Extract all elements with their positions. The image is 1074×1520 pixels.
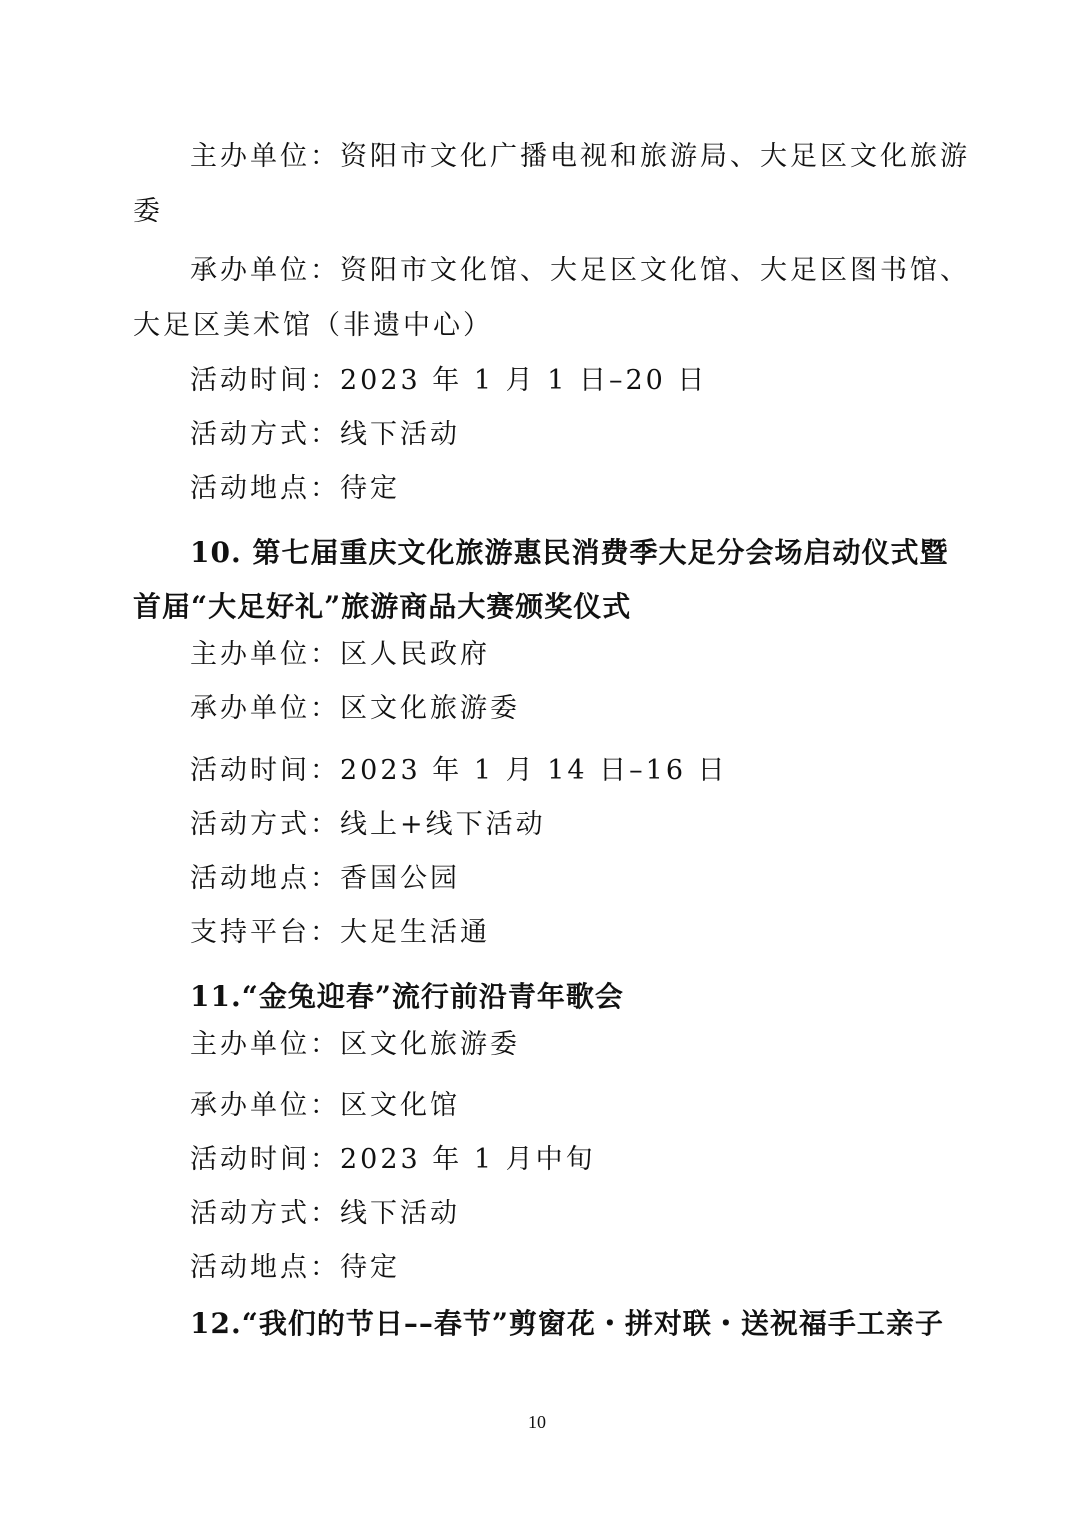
activity-mode: 活动方式：线下活动 xyxy=(190,419,460,450)
activity-mode: 活动方式：线上+线下活动 xyxy=(190,809,546,840)
organizer-text: 主办单位：资阳市文化广播电视和旅游局、大足区文化旅游 xyxy=(190,141,970,172)
section-heading-12: 12.“我们的节日––春节”剪窗花・拼对联・送祝福手工亲子 xyxy=(190,1307,944,1340)
organizer-text-continued: 委 xyxy=(133,196,163,227)
activity-location: 活动地点：待定 xyxy=(190,473,400,504)
activity-mode: 活动方式：线下活动 xyxy=(190,1198,460,1229)
section-heading-11: 11.“金兔迎春”流行前沿青年歌会 xyxy=(190,980,624,1013)
activity-time: 活动时间：2023 年 1 月中旬 xyxy=(190,1144,596,1175)
organizer-text: 主办单位：区文化旅游委 xyxy=(190,1029,520,1060)
organizer-text: 主办单位：区人民政府 xyxy=(190,639,490,670)
co-organizer-text: 承办单位：区文化馆 xyxy=(190,1090,460,1121)
co-organizer-text-continued: 大足区美术馆（非遗中心） xyxy=(133,310,493,341)
co-organizer-text: 承办单位：资阳市文化馆、大足区文化馆、大足区图书馆、 xyxy=(190,255,970,286)
section-heading-10-continued: 首届“大足好礼”旅游商品大赛颁奖仪式 xyxy=(133,590,632,623)
section-heading-10: 10. 第七届重庆文化旅游惠民消费季大足分会场启动仪式暨 xyxy=(190,536,949,569)
activity-location: 活动地点：香国公园 xyxy=(190,863,460,894)
support-platform: 支持平台：大足生活通 xyxy=(190,917,490,948)
activity-location: 活动地点：待定 xyxy=(190,1252,400,1283)
activity-time: 活动时间：2023 年 1 月 14 日–16 日 xyxy=(190,755,728,786)
activity-time: 活动时间：2023 年 1 月 1 日–20 日 xyxy=(190,365,708,396)
page-number: 10 xyxy=(528,1412,546,1432)
co-organizer-text: 承办单位：区文化旅游委 xyxy=(190,693,520,724)
